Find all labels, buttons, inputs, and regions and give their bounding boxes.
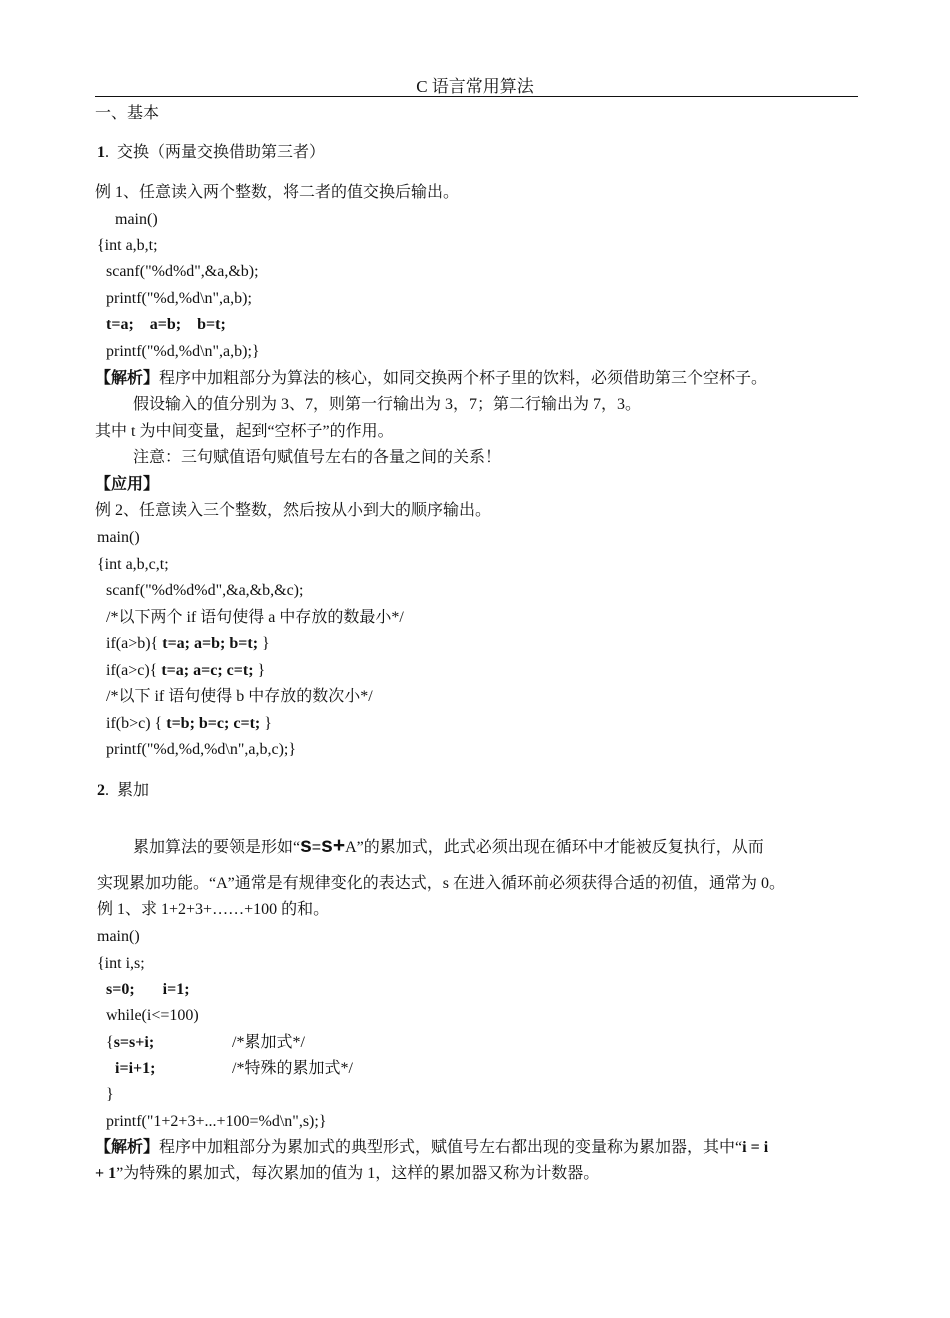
accumulate-analysis-line2 <box>95 1164 599 1184</box>
subsection-text: . 累加 <box>105 782 150 799</box>
example1-description: 例 1、任意读入两个整数，将二者的值交换后输出。 <box>95 184 460 201</box>
subsection-number: 2 <box>97 782 105 799</box>
code-line: main() <box>115 211 158 228</box>
code-part: if(a>c){ <box>106 662 162 679</box>
code-line: printf("%d,%d\n",a,b);} <box>106 343 260 360</box>
section-title-basic: 一、基本 <box>95 105 160 122</box>
code-line: {int i,s; <box>97 955 145 972</box>
analysis-text: 程序中加粗部分为累加式的典型形式，赋值号左右都出现的变量称为累加器，其中“ <box>159 1139 743 1156</box>
formula-a: A <box>345 839 357 856</box>
code-part-bold: t=a; a=b; b=t; <box>162 635 259 652</box>
code-line: scanf("%d%d%d",&a,&b,&c); <box>106 582 304 599</box>
formula-s: s <box>300 834 312 857</box>
code-line <box>106 1033 154 1053</box>
intro-text: 累加算法的要领是形如“ <box>133 839 301 856</box>
analysis-text: ”为特殊的累加式，每次累加的值为 1，这样的累加器又称为计数器。 <box>116 1165 600 1182</box>
code-part: } <box>260 715 272 732</box>
subsection-text: . 交换（两量交换借助第三者） <box>105 144 326 161</box>
formula-equals: = <box>311 839 322 856</box>
subsection-title-swap <box>97 143 325 163</box>
code-comment: /*以下 if 语句使得 b 中存放的数次小*/ <box>106 688 373 705</box>
code-line: {int a,b,c,t; <box>97 556 169 573</box>
analysis-bold: + 1 <box>95 1165 117 1182</box>
code-part-bold: t=b; b=c; c=t; <box>166 715 261 732</box>
code-part-bold: s=s+i; <box>113 1034 155 1051</box>
code-line: } <box>106 1086 114 1103</box>
code-part: if(b>c) { <box>106 715 167 732</box>
example2-description: 例 2、任意读入三个整数，然后按从小到大的顺序输出。 <box>95 502 492 519</box>
code-line: main() <box>97 928 140 945</box>
code-comment: /*特殊的累加式*/ <box>232 1060 353 1077</box>
formula-s-plus: s+ <box>321 834 346 857</box>
code-part: if(a>b){ <box>106 635 163 652</box>
code-line: printf("1+2+3+...+100=%d\n",s);} <box>106 1113 327 1130</box>
subsection-title-accumulate <box>97 781 149 801</box>
code-part: } <box>253 662 266 679</box>
code-line: main() <box>97 529 140 546</box>
code-line: while(i<=100) <box>106 1007 199 1024</box>
code-line-bold: t=a; a=b; b=t; <box>106 316 226 333</box>
code-line: {int a,b,t; <box>97 237 158 254</box>
analysis-label: 【解析】 <box>95 1139 160 1156</box>
code-line <box>106 661 265 681</box>
page-header-title: C 语言常用算法 <box>416 77 534 96</box>
accumulate-example-description: 例 1、求 1+2+3+……+100 的和。 <box>97 901 330 918</box>
intro-text: ”的累加式，此式必须出现在循环中才能被反复执行，从而 <box>356 839 764 856</box>
analysis-bold: i = i <box>742 1139 769 1156</box>
subsection-number: 1 <box>97 144 105 161</box>
code-line: printf("%d,%d,%d\n",a,b,c);} <box>106 741 297 758</box>
note-line: 注意：三句赋值语句赋值号左右的各量之间的关系！ <box>133 449 502 466</box>
accumulate-analysis-line1 <box>95 1138 768 1158</box>
code-line-bold: i=i+1; <box>115 1060 156 1077</box>
analysis-paragraph <box>95 369 767 389</box>
code-line <box>106 634 270 654</box>
code-line-bold: s=0; i=1; <box>106 981 190 998</box>
application-label: 【应用】 <box>95 476 160 493</box>
note-line: 其中 t 为中间变量，起到“空杯子”的作用。 <box>95 423 394 440</box>
note-line: 假设输入的值分别为 3、7，则第一行输出为 3，7；第二行输出为 7，3。 <box>133 396 642 413</box>
code-line: printf("%d,%d\n",a,b); <box>106 290 252 307</box>
accumulate-intro-line1 <box>133 834 764 860</box>
header-rule <box>95 96 858 97</box>
analysis-text: 程序中加粗部分为算法的核心，如同交换两个杯子里的饮料，必须借助第三个空杯子。 <box>159 370 768 387</box>
code-part-bold: t=a; a=c; c=t; <box>161 662 254 679</box>
code-line <box>106 714 272 734</box>
code-line: scanf("%d%d",&a,&b); <box>106 263 259 280</box>
accumulate-intro-line2: 实现累加功能。“A”通常是有规律变化的表达式，s 在进入循环前必须获得合适的初值，通常为 0。 <box>97 875 785 892</box>
code-comment: /*以下两个 if 语句使得 a 中存放的数最小*/ <box>106 609 404 626</box>
code-brace: { <box>106 1034 114 1051</box>
analysis-label: 【解析】 <box>95 370 160 387</box>
code-comment: /*累加式*/ <box>232 1034 305 1051</box>
code-part: } <box>258 635 270 652</box>
